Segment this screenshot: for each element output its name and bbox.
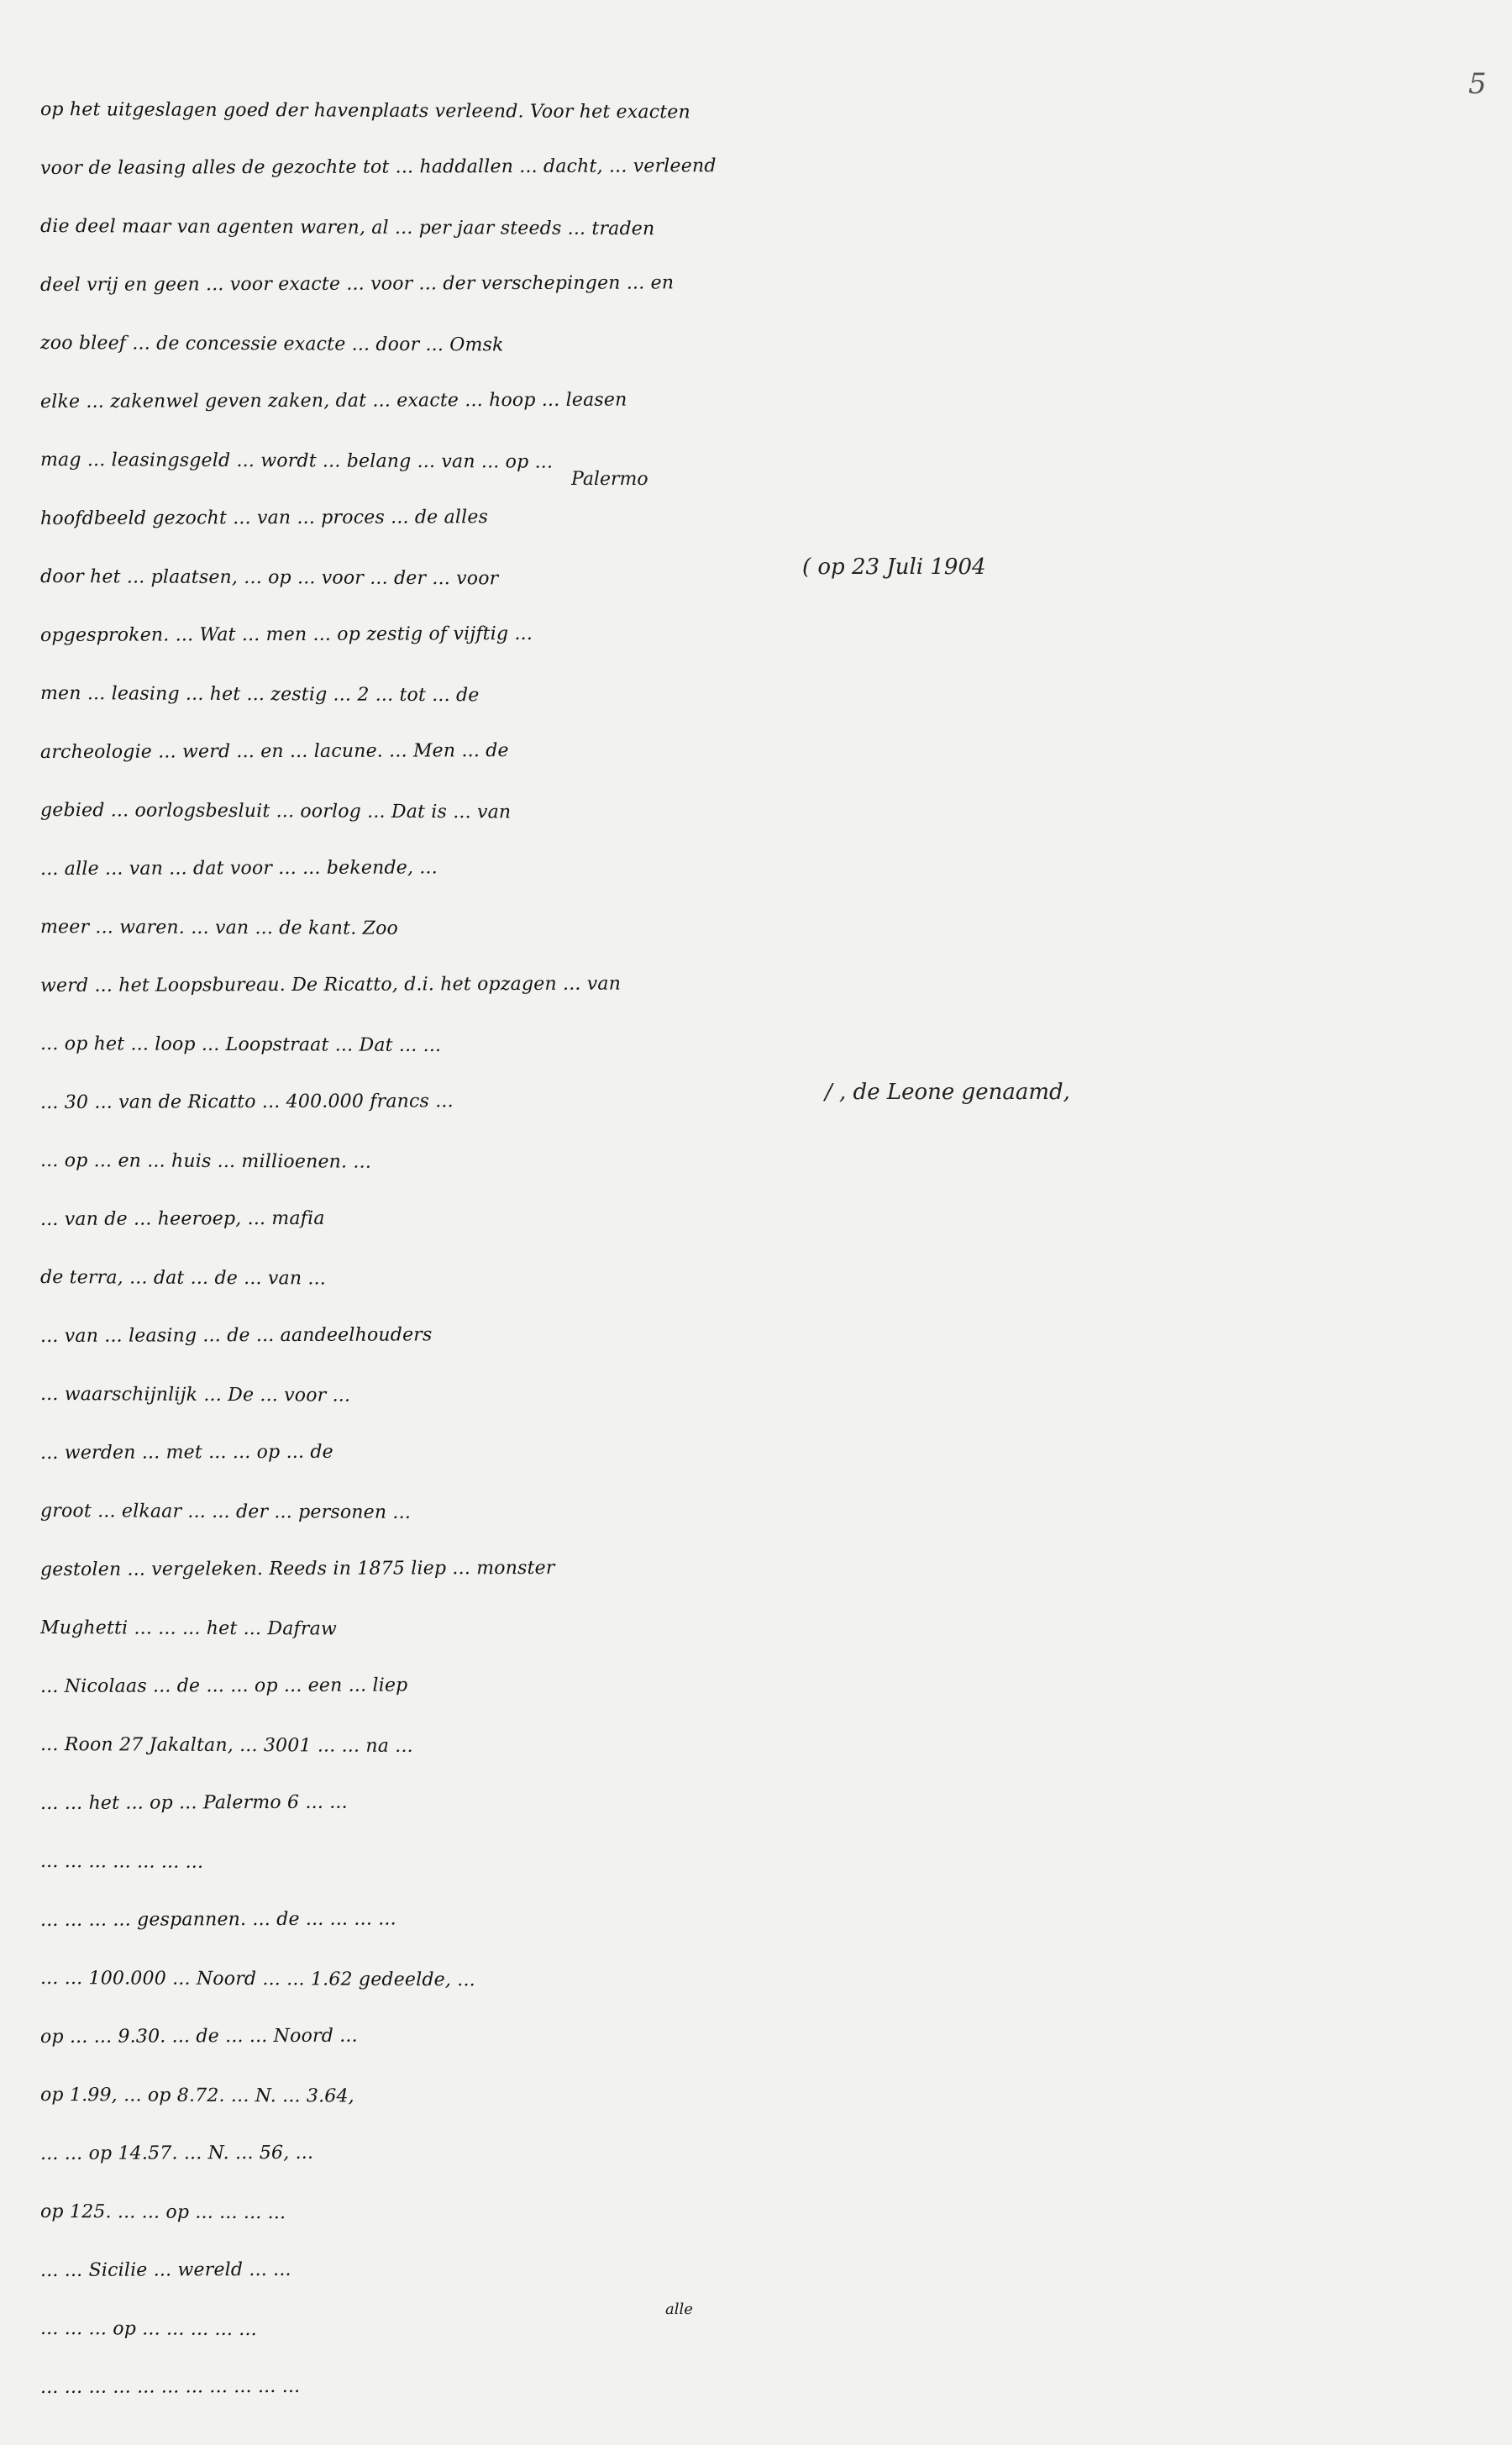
manuscript-line: opgesproken. ... Wat ... men ... op zestig of vijftig ... [39,623,533,646]
manuscript-line: gestolen ... vergeleken. Reeds in 1875 liep ... monster [39,1557,555,1580]
manuscript-line: zoo bleef ... de concessie exacte ... door ... Omsk [39,333,504,356]
manuscript-line: meer ... waren. ... van ... de kant. Zoo [39,917,399,939]
manuscript-line: op het uitgeslagen goed der havenplaats verleend. Voor het exacten [39,99,690,124]
manuscript-line: ... Roon 27 Jakaltan, ... 3001 ... ... na ... [39,1734,413,1757]
manuscript-line: ... 30 ... van de Ricatto ... 400.000 francs ... [39,1090,454,1113]
manuscript-line: ... Nicolaas ... de ... ... op ... een ... liep [39,1674,408,1697]
page-number: 5 [1468,67,1487,101]
manuscript-line: ... ... Sicilie ... wereld ... ... [39,2258,291,2281]
manuscript-line: ... ... ... ... gespannen. ... de ... ... ... ... [39,1908,396,1931]
manuscript-line: de terra, ... dat ... de ... van ... [39,1267,327,1290]
manuscript-line: ... van de ... heeroep, ... mafia [39,1207,325,1230]
manuscript-line: deel vrij en geen ... voor exacte ... voor ... der verschepingen ... en [39,271,675,296]
manuscript-line: gebied ... oorlogsbesluit ... oorlog ... Dat is ... van [39,800,512,823]
manuscript-line: ... op het ... loop ... Loopstraat ... Dat ... ... [39,1033,442,1057]
manuscript-line: ... van ... leasing ... de ... aandeelhouders [39,1323,433,1347]
margin-note-date: ( op 23 Juli 1904 [802,555,986,580]
manuscript-line: ... ... ... ... ... ... ... ... ... ... ... [39,2375,301,2398]
interlinear-insert-palermo: Palermo [571,469,648,490]
manuscript-line: op 1.99, ... op 8.72. ... N. ... 3.64, [39,2085,354,2107]
manuscript-line: Mughetti ... ... ... het ... Dafraw [39,1617,338,1640]
manuscript-line: ... ... het ... op ... Palermo 6 ... ... [39,1791,348,1814]
manuscript-line: hoofdbeeld gezocht ... van ... proces ... de alles [39,506,489,529]
manuscript-line: archeologie ... werd ... en ... lacune. ... Men ... de [39,739,509,763]
manuscript-line: ... ... ... op ... ... ... ... ... [39,2318,257,2341]
manuscript-line: ... op ... en ... huis ... millioenen. ... [39,1150,372,1173]
manuscript-line: men ... leasing ... het ... zestig ... 2 ... tot ... de [39,683,480,707]
manuscript-line: elke ... zakenwel geven zaken, dat ... exacte ... hoop ... leasen [39,389,627,413]
manuscript-line: mag ... leasingsgeld ... wordt ... belang ... van ... op ... [39,450,554,473]
manuscript-line: ... ... ... ... ... ... ... [39,1851,204,1873]
manuscript-line: op 125. ... ... op ... ... ... ... [39,2201,286,2224]
manuscript-line: groot ... elkaar ... ... der ... personen ... [39,1501,412,1523]
manuscript-line: ... ... op 14.57. ... N. ... 56, ... [39,2142,314,2164]
margin-note-leone: / , de Leone genaamd, [825,1080,1070,1105]
manuscript-line: voor de leasing alles de gezochte tot ... haddallen ... dacht, ... verleend [39,155,717,179]
manuscript-line: door het ... plaatsen, ... op ... voor ... der ... voor [39,566,499,590]
manuscript-line: die deel maar van agenten waren, al ... per jaar steeds ... traden [39,216,655,240]
manuscript-line: ... werden ... met ... ... op ... de [39,1441,333,1464]
manuscript-line: werd ... het Loopsbureau. De Ricatto, d.i. het opzagen ... van [39,973,622,996]
manuscript-line: ... alle ... van ... dat voor ... ... bekende, ... [39,856,438,880]
manuscript-body [40,81,796,2416]
manuscript-line: ... ... 100.000 ... Noord ... ... 1.62 gedeelde, ... [39,1968,475,1991]
interlinear-insert-alle: alle [665,2300,693,2318]
manuscript-line: op ... ... 9.30. ... de ... ... Noord ... [39,2025,358,2048]
manuscript-line: ... waarschijnlijk ... De ... voor ... [39,1384,351,1407]
